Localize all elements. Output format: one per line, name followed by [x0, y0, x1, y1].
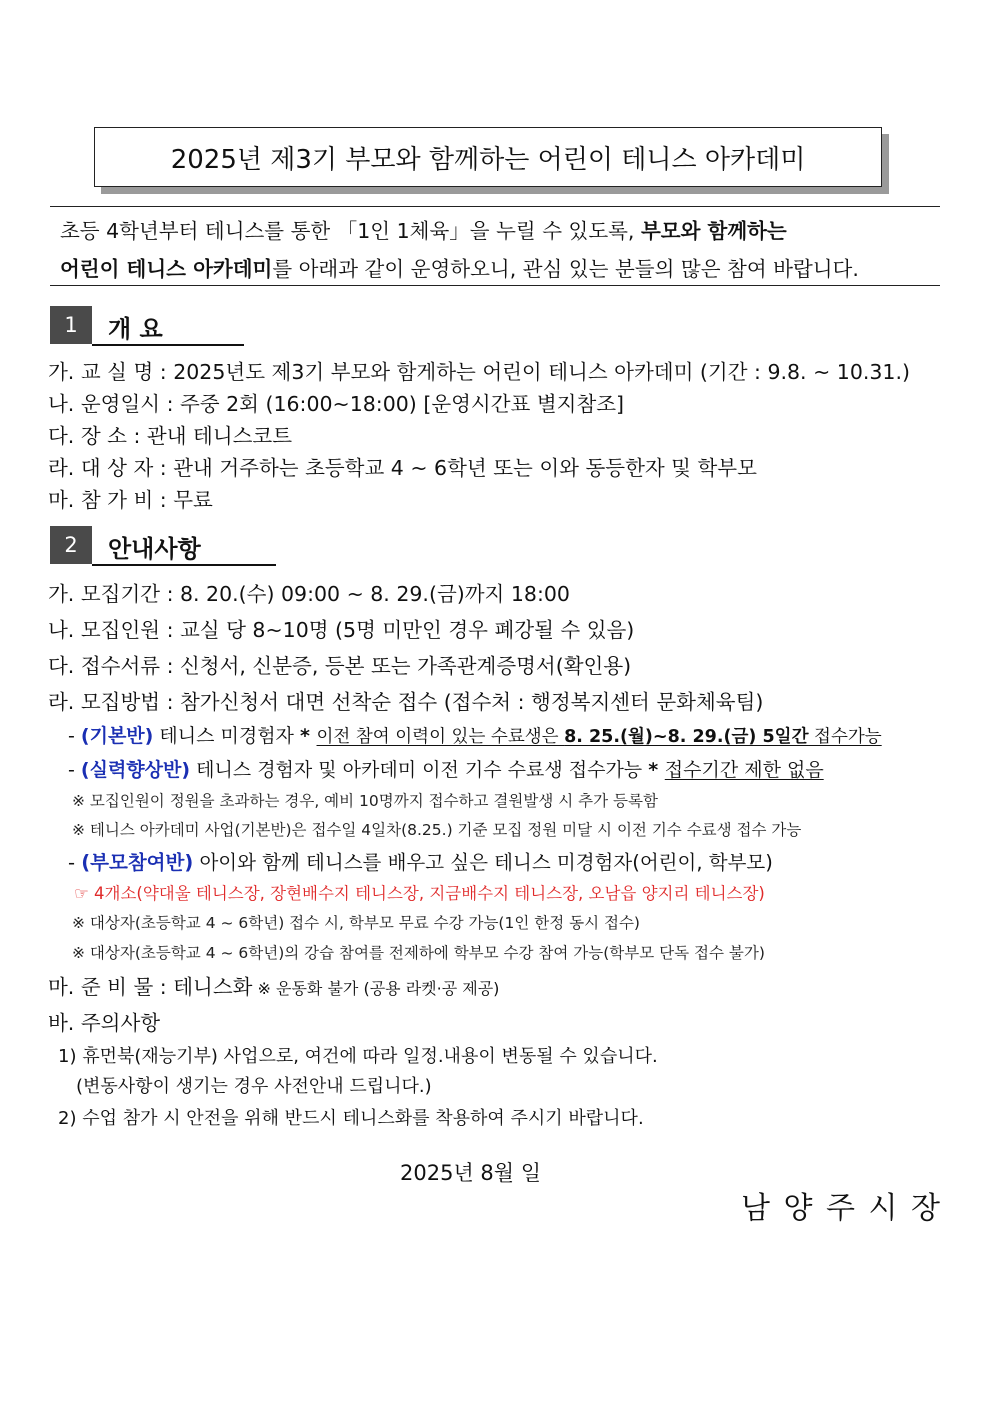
intro-top-divider: [50, 206, 940, 207]
overview-row: 마. 참 가 비 : 무료: [48, 488, 213, 512]
caution-item: 2) 수업 참가 시 안전을 위해 반드시 테니스화를 착용하여 주시기 바랍니다.: [58, 1108, 644, 1129]
section-underline: [92, 564, 276, 566]
note: ※ 대상자(초등학교 4 ~ 6학년) 접수 시, 학부모 무료 수강 가능(1인 한정 동시 접수): [72, 914, 640, 932]
class-parent-row: [68, 847, 773, 875]
page-title: 2025년 제3기 부모와 함께하는 어린이 테니스 아카데미: [170, 144, 806, 175]
note: ※ 대상자(초등학교 4 ~ 6학년)의 강습 참여를 전제하에 학부모 수강 참여 가능(학부모 단독 접수 불가): [72, 944, 765, 962]
caution-item-sub: (변동사항이 생기는 경우 사전안내 드립니다.): [76, 1076, 432, 1097]
intro-bold: 부모와 함께하는: [640, 219, 787, 243]
section-title: 안내사항: [108, 535, 201, 563]
class-basic-row: [68, 721, 882, 748]
section-number: 1: [50, 306, 92, 344]
intro-bottom-divider: [50, 285, 940, 286]
section-title: 개 요: [108, 315, 163, 343]
pointing-hand-icon: ☞: [74, 884, 89, 903]
info-row: 라. 모집방법 : 참가신청서 대면 선착순 접수 (접수처 : 행정복지센터 문화체육팀): [48, 690, 764, 714]
caution-heading: 바. 주의사항: [48, 1011, 161, 1035]
class-advanced-row: [68, 755, 824, 782]
overview-row: 다. 장 소 : 관내 테니스코트: [48, 424, 293, 448]
supplies-note: ※ 운동화 불가 (공용 라켓·공 제공): [252, 979, 500, 998]
dash: -: [68, 851, 82, 874]
class-basic-period: 8. 25.(월)~8. 29.(금) 5일간: [564, 727, 809, 747]
overview-row: 라. 대 상 자 : 관내 거주하는 초등학교 4 ~ 6학년 또는 이와 동등한자 및 학부모: [48, 456, 757, 480]
class-basic-label: (기본반): [80, 725, 154, 747]
class-advanced-text: 테니스 경험자 및 아카데미 이전 기수 수료생 접수가능: [190, 759, 649, 781]
info-row: 가. 모집기간 : 8. 20.(수) 09:00 ~ 8. 29.(금)까지 18:00: [48, 582, 570, 606]
intro-line-1: [60, 214, 787, 244]
note: ※ 모집인원이 정원을 초과하는 경우, 예비 10명까지 접수하고 결원발생 시 추가 등록함: [72, 792, 658, 810]
locations-text: 4개소(약대울 테니스장, 장현배수지 테니스장, 지금배수지 테니스장, 오남읍 양지리 테니스장): [88, 884, 765, 903]
dash: -: [68, 759, 81, 781]
class-basic-text: 테니스 미경험자: [153, 725, 300, 747]
note: ※ 테니스 아카데미 사업(기본반)은 접수일 4일차(8.25.) 기준 모집 정원 미달 시 이전 기수 수료생 접수 가능: [72, 821, 802, 839]
class-advanced-label: (실력향상반): [80, 759, 191, 781]
class-parent-label: (부모참여반): [81, 851, 194, 874]
class-basic-note: 이전 참여 이력이 있는 수료생은: [316, 727, 565, 747]
supplies-row: [48, 970, 499, 1000]
star: *: [648, 759, 665, 781]
overview-row: 나. 운영일시 : 주중 2회 (16:00~18:00) [운영시간표 별지참조]: [48, 392, 625, 416]
caution-item: 1) 휴먼북(재능기부) 사업으로, 여건에 따라 일정.내용이 변동될 수 있습니다.: [58, 1046, 658, 1067]
class-advanced-note: 접수기간 제한 없음: [664, 759, 824, 781]
intro-text: 를 아래과 같이 운영하오니, 관심 있는 분들의 많은 참여 바랍니다.: [272, 257, 859, 281]
section-underline: [92, 344, 244, 346]
intro-bold: 어린이 테니스 아카데미: [60, 257, 273, 281]
info-row: 나. 모집인원 : 교실 당 8~10명 (5명 미만인 경우 폐강될 수 있음): [48, 618, 635, 642]
title-box: [94, 127, 882, 187]
info-row: 다. 접수서류 : 신청서, 신분증, 등본 또는 가족관계증명서(확인용): [48, 654, 632, 678]
issuer-signature: 남 양 주 시 장: [740, 1191, 942, 1226]
section-number: 2: [50, 526, 92, 564]
intro-text: 초등 4학년부터 테니스를 통한 「1인 1체육」을 누릴 수 있도록,: [60, 219, 641, 243]
star: *: [299, 725, 317, 747]
locations-row: [74, 880, 765, 904]
class-parent-text: 아이와 함께 테니스를 배우고 싶은 테니스 미경험자(어린이, 학부모): [193, 851, 773, 874]
intro-line-2: [60, 252, 859, 282]
class-basic-note-end: 접수가능: [808, 727, 882, 747]
supplies-label: 마. 준 비 물 : 테니스화: [48, 975, 253, 999]
dash: -: [68, 725, 81, 747]
document-date: 2025년 8월 일: [400, 1161, 542, 1185]
overview-row: 가. 교 실 명 : 2025년도 제3기 부모와 함게하는 어린이 테니스 아카데미 (기간 : 9.8. ~ 10.31.): [48, 360, 910, 384]
